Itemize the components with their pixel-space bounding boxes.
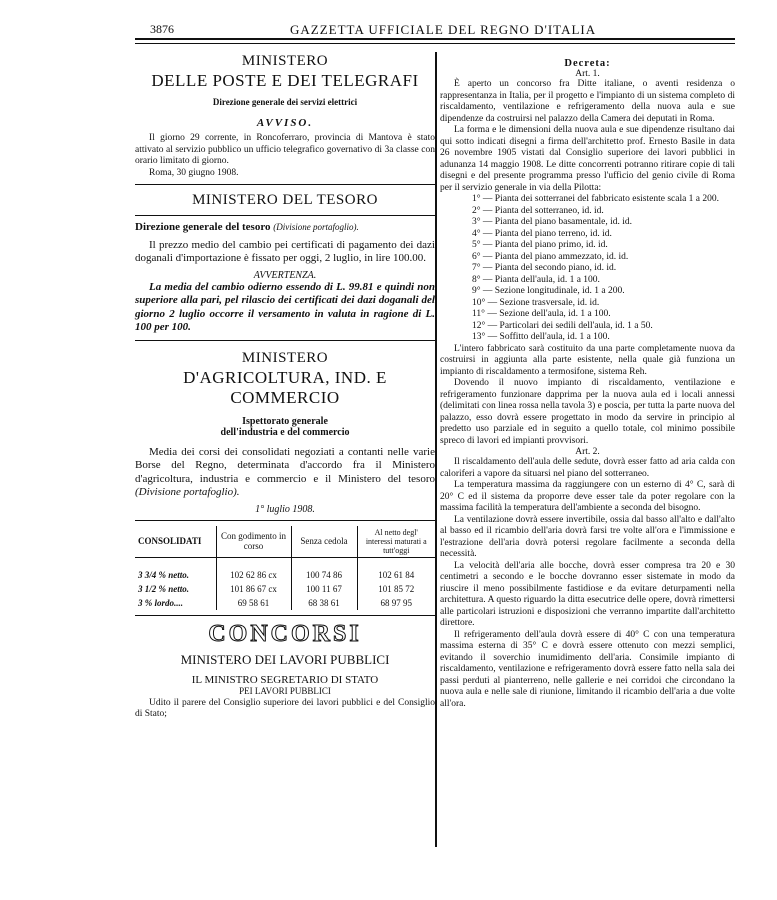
- table-cell: 3 3/4 % netto.: [135, 557, 216, 582]
- page-number: 3876: [150, 22, 174, 36]
- decreta-p4: Dovendo il nuovo impianto di riscaldamento, ventilazione e refrigeramento funzionare dapprima per la nuova aula ed i locali annessi (delimitati con linea rossa nella tavola 3) e poscia, per tutta la parte nuova del palazzo, esso dovrà essere progettato in modo da servire in principio al predetto uso parziale ed in seguito a quello totale, col minimo possibile spreco di lavori ed impianti provvisori.: [440, 378, 735, 446]
- poste-avviso: AVVISO.: [256, 117, 314, 129]
- art2-heading: Art. 2.: [575, 447, 600, 457]
- list-item: 8° — Pianta dell'aula, id. 1 a 100.: [472, 274, 600, 285]
- list-item: 7° — Pianta del secondo piano, id. id.: [472, 263, 617, 273]
- agricoltura-ispettorato-line1: Ispettorato generale: [242, 415, 328, 427]
- table-rule-top: [135, 520, 435, 521]
- decreta-p7: La ventilazione dovrà essere invertibile, ossia dal basso all'alto e dall'alto al basso ed il ricambio dell'aria dovrà farsi tre volte all'ora e l'immissione e l'estrazione dell'aria dovrà potersi regolare facilmente a seconda della necessità.: [440, 514, 735, 559]
- agricoltura-date: 1° luglio 1908.: [255, 503, 315, 515]
- poste-text: Il giorno 29 corrente, in Roncoferraro, provincia di Mantova è stato attivato al servizio pubblico un ufficio telegrafico governativo di 3a classe con orario limitato di giorno.: [135, 133, 435, 166]
- section-rule: [135, 340, 435, 341]
- poste-date: Roma, 30 giugno 1908.: [149, 167, 239, 178]
- agricoltura-ispettorato-line2: dell'industria e del commercio: [220, 426, 350, 438]
- poste-ministry-line2: DELLE POSTE E DEI TELEGRAFI: [151, 71, 419, 90]
- agricoltura-text-division: (Divisione portafoglio).: [135, 486, 240, 498]
- section-rule: [135, 184, 435, 185]
- decreta-title: Decreta:: [564, 58, 611, 69]
- decreta-p5: Il riscaldamento dell'aula delle sedute, dovrà esser fatto ad aria calda con caloriferi a vapore da situarsi nel piano del sotterraneo.: [440, 457, 735, 479]
- tesoro-text: Il prezzo medio del cambio pei certificati di pagamento dei dazi doganali d'importazione è fissato per oggi, 2 luglio, in lire 100.00.: [135, 238, 435, 264]
- list-item: 5° — Pianta del piano primo, id. id.: [472, 240, 608, 250]
- tesoro-direction-line: [135, 221, 435, 235]
- list-item: 11° — Sezione dell'aula, id. 1 a 100.: [472, 309, 611, 319]
- tesoro-direction: Direzione generale del tesoro: [135, 221, 271, 233]
- concorsi-minister: IL MINISTRO SEGRETARIO DI STATO: [191, 673, 379, 686]
- agricoltura-text: [135, 446, 435, 500]
- consolidati-table: [135, 526, 435, 610]
- decreta-p6: La temperatura massima da raggiungere con un esterno di 4° C, sarà di 20° C ed il sistema da proporre deve esser tale da poter regolare con la massima facilità la temperatura dell'ambiente a seconda del bisogno.: [440, 480, 735, 513]
- concorsi-title: CONCORSI: [208, 620, 362, 647]
- table-cell: 3 % lordo....: [135, 596, 216, 610]
- table-cell: 102 62 86 cx: [216, 557, 291, 582]
- decreta-p1: È aperto un concorso fra Ditte italiane, o aventi residenza o rappresentanza in Italia, per il progetto e l'impianto di un sistema completo di riscaldamento, ventilazione e refrigeramento della nuova aula e sue dipendenze da costruirsi nel palazzo della Camera dei deputati in Roma.: [440, 79, 735, 124]
- decreta-p2: La forma e le dimensioni della nuova aula e sue dipendenze risultano dai qui sotto indicati disegni a firma dell'architetto prof. Ernesto Basile in data 26 novembre 1905 vistati dal Consiglio superiore dei lavori pubblici in adunanza 14 maggio 1908. Le ditte concorrenti potranno ritirare copie di tali disegni e del presente programma presso l'ufficio del genio civile di Roma per il servizio generale in via della Pilotta:: [440, 125, 735, 193]
- poste-direction: Direzione generale dei servizi elettrici: [212, 97, 358, 107]
- table-header-row: [135, 526, 435, 558]
- table-cell: 3 1/2 % netto.: [135, 582, 216, 596]
- table-cell: 68 38 61: [291, 596, 357, 610]
- tesoro-ministry: MINISTERO DEL TESORO: [192, 192, 378, 208]
- section-rule: [135, 215, 435, 216]
- table-row: [135, 557, 435, 582]
- table-header-cell: Con godimento in corso: [216, 526, 291, 558]
- poste-ministry-line1: MINISTERO: [241, 53, 329, 69]
- list-item: 4° — Pianta del piano terreno, id. id.: [472, 228, 612, 239]
- list-item: 3° — Pianta del piano basamentale, id. id.: [472, 217, 632, 227]
- list-item: 1° — Pianta dei sotterranei del fabbricato esistente scala 1 a 200.: [472, 194, 720, 204]
- left-column: [135, 52, 435, 721]
- column-divider: [435, 52, 437, 847]
- table-cell: 100 11 67: [291, 582, 357, 596]
- agricoltura-ministry-line1: MINISTERO: [241, 349, 329, 366]
- art1-heading: Art. 1.: [575, 69, 600, 79]
- table-cell: 101 86 67 cx: [216, 582, 291, 596]
- decreta-p3: L'intero fabbricato sarà costituito da una parte completamente nuova da costruirsi in aggiunta alla parte esistente, nella quale già funziona un impianto di riscaldamento a termosifone, sistema Reh.: [440, 343, 735, 377]
- concorsi-ministry: MINISTERO DEI LAVORI PUBBLICI: [180, 651, 390, 667]
- table-cell: 100 74 86: [291, 557, 357, 582]
- table-row: [135, 582, 435, 596]
- agricoltura-ministry-line2: D'AGRICOLTURA, IND. E COMMERCIO: [183, 367, 387, 407]
- tesoro-avvertenza-title: AVVERTENZA.: [253, 269, 317, 281]
- tesoro-division: (Divisione portafoglio).: [273, 222, 359, 232]
- table-header-cell: Senza cedola: [291, 526, 357, 558]
- gazette-title: GAZZETTA UFFICIALE DEL REGNO D'ITALIA: [290, 22, 597, 37]
- list-item: 12° — Particolari dei sedili dell'aula, id. 1 a 50.: [472, 320, 653, 331]
- header-rule-thin: [135, 43, 735, 44]
- agricoltura-text-main: Media dei corsi dei consolidati negoziati a contanti nelle varie Borse del Regno, determinata d'accordo fra il Ministero d'agricoltura, industria e commercio e il Ministero del tesoro: [135, 445, 435, 485]
- table-header-cell: Al netto degl' interessi maturati a tutt'oggi: [365, 527, 427, 555]
- decreta-p9: Il refrigeramento dell'aula dovrà essere di 40° C con una temperatura massima esterna di 35° C e dovrà essere ottenuto con mezzi semplici, evitando il soverchio inumidimento dell'aria. Consimile impianto di riscaldamento, ventilazione e refrigeramento dovrà essere fatto nella sala dei passi perduti al pianterreno, nelle gallerie e nei corridoi che circondano la nuova aula e nelle sale di riunione, limitando il ricambio dell'aria a due volte all'ora.: [440, 629, 735, 709]
- right-column: [440, 58, 735, 710]
- list-item: 6° — Pianta del piano ammezzato, id. id.: [472, 251, 629, 262]
- list-item: 13° — Soffitto dell'aula, id. 1 a 100.: [472, 332, 610, 342]
- header-rule: [135, 38, 735, 40]
- tesoro-avvertenza-text: La media del cambio odierno essendo di L. 99.81 e quindi non superiore alla pari, pel rilascio dei certificati dei dazi doganali del giorno 2 luglio occorre il versamento in valuta in ragione di L. 100 per 100.: [135, 280, 435, 333]
- list-item: 2° — Pianta del sotterraneo, id. id.: [472, 205, 604, 216]
- concorsi-per: PEI LAVORI PUBBLICI: [239, 685, 331, 696]
- table-cell: 69 58 61: [216, 596, 291, 610]
- list-item: 9° — Sezione longitudinale, id. 1 a 200.: [472, 286, 625, 296]
- table-row: [135, 596, 435, 610]
- table-cell: 68 97 95: [380, 597, 412, 608]
- decreta-p8: La velocità dell'aria alle bocche, dovrà esser compresa tra 20 e 30 centimetri a secondo e le bocche dovranno esser sistemate in modo da riuscire il meno possibilmente fastidiose e da evitare deturpamenti nella architettura. A questo riguardo la ditta esecutrice delle opere, dovrà rimettersi alle particolari istruzioni e disposizioni che verranno impartite dall'architetto direttore.: [440, 560, 735, 628]
- table-cell: 102 61 84: [378, 569, 415, 580]
- concorsi-text: Udito il parere del Consiglio superiore dei lavori pubblici e del Consiglio di Stato;: [135, 697, 435, 719]
- table-rule-bottom: [135, 615, 435, 616]
- list-item: 10° — Sezione trasversale, id. id.: [472, 297, 600, 308]
- table-cell: 101 85 72: [378, 583, 415, 594]
- table-header-cell: CONSOLIDATI: [135, 526, 216, 558]
